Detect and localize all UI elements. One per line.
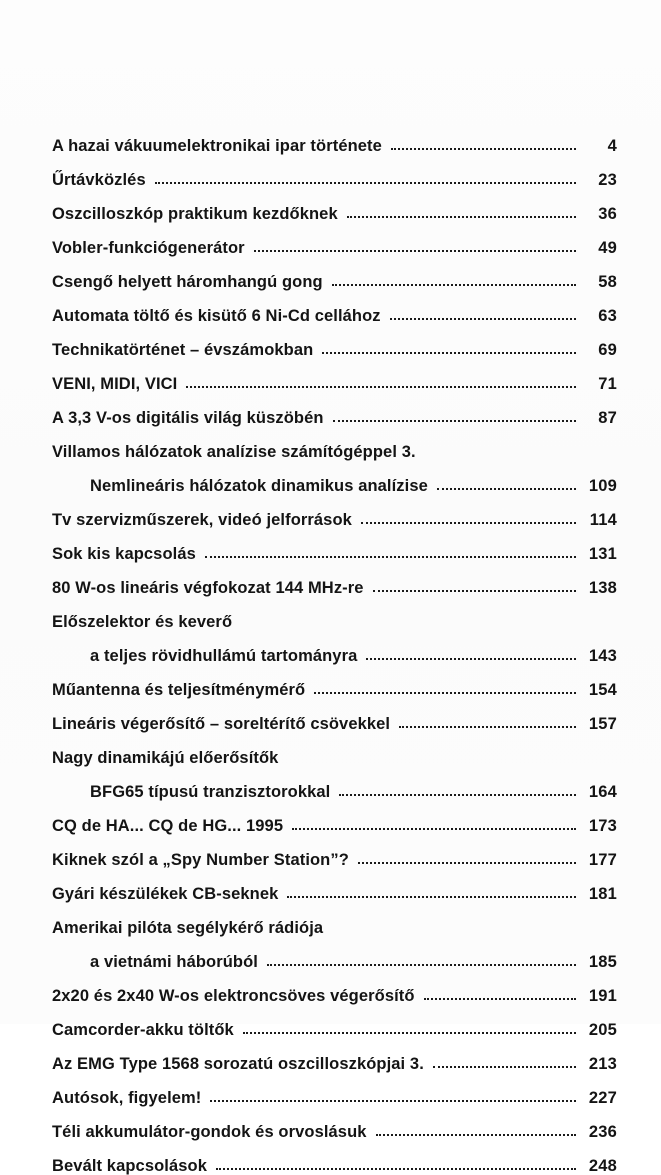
toc-entry-label: a vietnámi háborúból xyxy=(90,952,258,971)
toc-leader-dots xyxy=(216,1165,576,1170)
toc-entry[interactable] xyxy=(52,154,617,188)
toc-page-number: 227 xyxy=(588,1088,617,1107)
toc-leader-dots xyxy=(390,315,576,320)
toc-leader-dots xyxy=(332,281,576,286)
toc-entry[interactable] xyxy=(52,1072,617,1106)
toc-leader-dots xyxy=(205,553,576,558)
toc-page-number: 185 xyxy=(588,952,617,971)
toc-leader-dots xyxy=(358,859,576,864)
toc-entry-label: A hazai vákuumelektronikai ipar története xyxy=(52,136,382,155)
toc-page-number: 4 xyxy=(607,136,617,155)
toc-leader-dots xyxy=(314,689,576,694)
toc-leader-dots xyxy=(292,825,576,830)
toc-entry-label: Nagy dinamikájú előerősítők xyxy=(52,748,279,767)
toc-entry-label: a teljes rövidhullámú tartományra xyxy=(90,646,358,665)
toc-page-number: 131 xyxy=(588,544,617,563)
toc-page-number: 181 xyxy=(588,884,617,903)
toc-leader-dots xyxy=(210,1097,576,1102)
toc-entry-label: Az EMG Type 1568 sorozatú oszcilloszkópjai 3. xyxy=(52,1054,424,1073)
toc-page-number: 69 xyxy=(598,340,617,359)
toc-page-number: 205 xyxy=(588,1020,617,1039)
toc-page-number: 143 xyxy=(588,646,617,665)
toc-page-number: 63 xyxy=(598,306,617,325)
toc-page-number: 87 xyxy=(598,408,617,427)
toc-entry[interactable] xyxy=(52,800,617,834)
toc-entry[interactable] xyxy=(52,630,617,664)
toc-entry[interactable] xyxy=(52,902,617,936)
toc-page-number: 71 xyxy=(598,374,617,393)
toc-leader-dots xyxy=(347,213,576,218)
toc-page-number: 23 xyxy=(598,170,617,189)
toc-entry[interactable] xyxy=(52,528,617,562)
toc-entry-label: Kiknek szól a „Spy Number Station”? xyxy=(52,850,349,869)
toc-entry-label: Vobler-funkciógenerátor xyxy=(52,238,245,257)
toc-entry-label: Technikatörténet – évszámokban xyxy=(52,340,314,359)
toc-entry[interactable] xyxy=(52,698,617,732)
toc-entry-label: BFG65 típusú tranzisztorokkal xyxy=(90,782,331,801)
toc-page-number: 248 xyxy=(588,1156,617,1175)
toc-leader-dots xyxy=(399,723,576,728)
toc-page-number: 213 xyxy=(588,1054,617,1073)
toc-leader-dots xyxy=(243,1029,576,1034)
toc-entry-label: Nemlineáris hálózatok dinamikus analízise xyxy=(90,476,428,495)
toc-leader-dots xyxy=(373,587,576,592)
toc-entry-label: Villamos hálózatok analízise számítógéppel 3. xyxy=(52,442,416,461)
toc-leader-dots xyxy=(433,1063,576,1068)
toc-leader-dots xyxy=(155,179,576,184)
toc-page-number: 177 xyxy=(588,850,617,869)
toc-entry-label: 80 W-os lineáris végfokozat 144 MHz-re xyxy=(52,578,364,597)
toc-entry[interactable] xyxy=(52,1038,617,1072)
toc-entry[interactable] xyxy=(52,1004,617,1038)
toc-leader-dots xyxy=(437,485,576,490)
toc-entry-label: Lineáris végerősítő – soreltérítő csövekkel xyxy=(52,714,391,733)
toc-entry-label: Előszelektor és keverő xyxy=(52,612,233,631)
toc-entry[interactable] xyxy=(52,970,617,1004)
toc-entry[interactable] xyxy=(52,834,617,868)
toc-page-number: 236 xyxy=(588,1122,617,1141)
toc-entry-label: Tv szervizműszerek, videó jelforrások xyxy=(52,510,352,529)
toc-entry[interactable] xyxy=(52,460,617,494)
toc-entry-label: Autósok, figyelem! xyxy=(52,1088,202,1107)
table-of-contents xyxy=(52,120,617,1174)
toc-entry[interactable] xyxy=(52,392,617,426)
toc-page-number: 49 xyxy=(598,238,617,257)
toc-entry-label: A 3,3 V-os digitális világ küszöbén xyxy=(52,408,324,427)
toc-entry-label: Bevált kapcsolások xyxy=(52,1156,207,1175)
toc-page-number: 114 xyxy=(589,510,617,529)
toc-leader-dots xyxy=(287,893,576,898)
toc-entry[interactable] xyxy=(52,358,617,392)
toc-leader-dots xyxy=(361,519,576,524)
toc-entry[interactable] xyxy=(52,188,617,222)
toc-leader-dots xyxy=(322,349,576,354)
toc-entry[interactable] xyxy=(52,256,617,290)
toc-entry-label: Sok kis kapcsolás xyxy=(52,544,196,563)
toc-entry[interactable] xyxy=(52,936,617,970)
toc-entry[interactable] xyxy=(52,120,617,154)
toc-entry[interactable] xyxy=(52,290,617,324)
toc-entry-label: Oszcilloszkóp praktikum kezdőknek xyxy=(52,204,338,223)
toc-entry-label: Gyári készülékek CB-seknek xyxy=(52,884,279,903)
toc-entry-label: 2x20 és 2x40 W-os elektroncsöves végerősítő xyxy=(52,986,415,1005)
toc-leader-dots xyxy=(366,655,576,660)
toc-entry-label: Téli akkumulátor-gondok és orvoslásuk xyxy=(52,1122,367,1141)
toc-page-number: 36 xyxy=(598,204,617,223)
toc-entry-label: Csengő helyett háromhangú gong xyxy=(52,272,323,291)
toc-leader-dots xyxy=(333,417,576,422)
toc-entry-label: Műantenna és teljesítménymérő xyxy=(52,680,306,699)
toc-entry-label: CQ de HA... CQ de HG... 1995 xyxy=(52,816,284,835)
toc-page-number: 173 xyxy=(588,816,617,835)
toc-page-number: 154 xyxy=(588,680,617,699)
toc-entry-label: Űrtávközlés xyxy=(52,170,146,189)
toc-entry-label: Amerikai pilóta segélykérő rádiója xyxy=(52,918,324,937)
toc-entry[interactable] xyxy=(52,222,617,256)
toc-entry[interactable] xyxy=(52,732,617,766)
toc-leader-dots xyxy=(339,791,576,796)
toc-entry[interactable] xyxy=(52,1106,617,1140)
toc-entry-label: Camcorder-akku töltők xyxy=(52,1020,234,1039)
toc-leader-dots xyxy=(267,961,576,966)
toc-entry[interactable] xyxy=(52,766,617,800)
toc-entry[interactable] xyxy=(52,596,617,630)
toc-entry[interactable] xyxy=(52,868,617,902)
toc-entry[interactable] xyxy=(52,664,617,698)
toc-leader-dots xyxy=(376,1131,576,1136)
toc-entry[interactable] xyxy=(52,562,617,596)
toc-leader-dots xyxy=(424,995,576,1000)
toc-leader-dots xyxy=(391,145,576,150)
toc-leader-dots xyxy=(186,383,576,388)
toc-page-number: 191 xyxy=(588,986,617,1005)
toc-page-number: 109 xyxy=(588,476,617,495)
toc-page-number: 164 xyxy=(588,782,617,801)
toc-page-number: 138 xyxy=(588,578,617,597)
toc-entry-label: VENI, MIDI, VICI xyxy=(52,374,178,393)
toc-entry-label: Automata töltő és kisütő 6 Ni-Cd cellához xyxy=(52,306,381,325)
toc-page-number: 157 xyxy=(588,714,617,733)
toc-entry[interactable] xyxy=(52,1140,617,1174)
toc-leader-dots xyxy=(254,247,576,252)
toc-page-number: 58 xyxy=(598,272,617,291)
toc-entry[interactable] xyxy=(52,426,617,460)
toc-entry[interactable] xyxy=(52,494,617,528)
toc-entry[interactable] xyxy=(52,324,617,358)
